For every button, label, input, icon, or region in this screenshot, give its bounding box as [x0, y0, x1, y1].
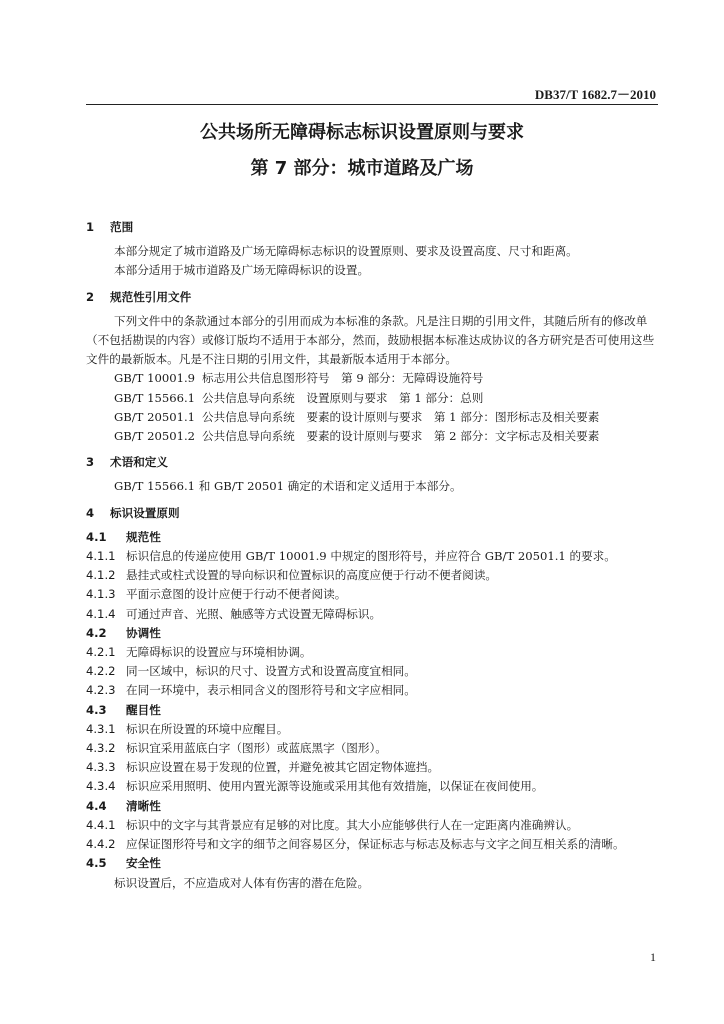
paragraph: 下列文件中的条款通过本部分的引用而成为本标准的条款。凡是注日期的引用文件，其随后所有的修改单（不包括勘误的内容）或修订版均不适用于本部分，然而，鼓励根据本标准达成协议的各方研究是否可使用这些文件的最新版本。凡是不注日期的引用文件，其最新版本适用于本部分。 [86, 313, 655, 367]
clause-number: 4.3.2 [86, 741, 116, 756]
header-rule [86, 104, 658, 105]
clause-text: 标识应设置在易于发现的位置，并避免被其它固定物体遮挡。 [126, 760, 440, 775]
section-1-heading [86, 218, 658, 237]
reference-title: 公共信息导向系统 要素的设计原则与要求 第 1 部分：图形标志及相关要素 [202, 409, 600, 424]
reference-title: 标志用公共信息图形符号 第 9 部分：无障碍设施符号 [202, 371, 484, 386]
reference-code: GB/T 20501.1 [114, 409, 196, 424]
clause-text: 标识信息的传递应使用 GB/T 10001.9 中规定的图形符号，并应符合 GB/T 20501.1 的要求。 [126, 549, 616, 564]
clause-number: 4.3 [86, 702, 107, 717]
clause-text: 无障碍标识的设置应与环境相协调。 [126, 645, 312, 660]
reference-code: GB/T 15566.1 [114, 390, 196, 405]
clause-heading [86, 528, 658, 547]
clause-item [86, 547, 658, 566]
clause-item [86, 585, 658, 604]
clause-number: 4.1.4 [86, 606, 116, 621]
clause-item [86, 835, 658, 854]
clause-number: 4.2.2 [86, 664, 116, 679]
reference-item [86, 389, 658, 408]
clause-number: 4.2.3 [86, 683, 116, 698]
clause-text: 在同一环境中，表示相同含义的图形符号和文字应相同。 [126, 683, 416, 698]
clause-text: 应保证图形符号和文字的细节之间容易区分，保证标志与标志及标志与文字之间互相关系的清晰。 [126, 837, 625, 852]
clause-item [86, 605, 658, 624]
section-3-heading [86, 453, 658, 472]
clause-item [86, 566, 658, 585]
document-subtitle: 第 7 部分：城市道路及广场 [250, 158, 474, 179]
clause-number: 4.2.1 [86, 645, 116, 660]
paragraph: 本部分适用于城市道路及广场无障碍标识的设置。 [114, 263, 370, 278]
clause-title: 安全性 [126, 856, 161, 871]
clause-text: 可通过声音、光照、触感等方式设置无障碍标识。 [126, 606, 382, 621]
clause-title: 协调性 [126, 625, 161, 640]
clause-title: 规范性 [126, 529, 161, 544]
page-number: 1 [650, 950, 656, 964]
clause-text: 同一区域中，标识的尺寸、设置方式和设置高度宜相同。 [126, 664, 416, 679]
section-title: 规范性引用文件 [110, 289, 192, 304]
section-title: 术语和定义 [110, 455, 168, 470]
section-2-heading [86, 288, 658, 307]
clause-number: 4.4.1 [86, 817, 116, 832]
clause-title: 清晰性 [126, 798, 161, 813]
paragraph: 标识设置后，不应造成对人体有伤害的潜在危险。 [114, 875, 370, 890]
clause-number: 4.1.1 [86, 549, 116, 564]
clause-text: 标识在所设置的环境中应醒目。 [126, 721, 289, 736]
section-number: 1 [86, 220, 95, 234]
clause-number: 4.1.3 [86, 587, 116, 602]
section-number: 2 [86, 289, 95, 304]
clause-item [86, 816, 658, 835]
paragraph: GB/T 15566.1 和 GB/T 20501 确定的术语和定义适用于本部分。 [114, 479, 462, 494]
clause-number: 4.2 [86, 625, 107, 640]
clause-number: 4.1.2 [86, 568, 116, 583]
reference-code: GB/T 20501.2 [114, 429, 196, 444]
clause-number: 4.4 [86, 798, 107, 813]
reference-item [86, 369, 658, 388]
section-number: 3 [86, 455, 95, 470]
reference-title: 公共信息导向系统 设置原则与要求 第 1 部分：总则 [202, 390, 484, 405]
clause-item [86, 643, 658, 662]
reference-item [86, 427, 658, 446]
clause-item [86, 681, 658, 700]
clause-text: 标识应采用照明、使用内置光源等设施或采用其他有效措施，以保证在夜间使用。 [126, 779, 544, 794]
clause-number: 4.5 [86, 856, 107, 871]
document-body [86, 218, 658, 893]
clause-item [86, 739, 658, 758]
clause-item [86, 758, 658, 777]
paragraph: 本部分规定了城市道路及广场无障碍标志标识的设置原则、要求及设置高度、尺寸和距离。 [114, 244, 578, 259]
clause-number: 4.3.1 [86, 721, 116, 736]
clause-item [86, 662, 658, 681]
clause-text: 悬挂式或柱式设置的导向标识和位置标识的高度应便于行动不便者阅读。 [126, 568, 498, 583]
clause-text: 标识宜采用蓝底白字（图形）或蓝底黑字（图形）。 [126, 741, 387, 756]
clause-number: 4.3.3 [86, 760, 116, 775]
reference-title: 公共信息导向系统 要素的设计原则与要求 第 2 部分：文字标志及相关要素 [202, 429, 600, 444]
clause-heading [86, 624, 658, 643]
section-title: 标识设置原则 [110, 505, 180, 520]
clause-item [86, 720, 658, 739]
clause-item [86, 777, 658, 796]
document-title: 公共场所无障碍标志标识设置原则与要求 [200, 122, 524, 143]
clause-heading [86, 854, 658, 873]
clause-title: 醒目性 [126, 702, 161, 717]
section-number: 4 [86, 505, 95, 520]
section-4-heading [86, 504, 658, 523]
clause-heading [86, 701, 658, 720]
section-title: 范围 [110, 220, 134, 234]
clause-number: 4.4.2 [86, 837, 116, 852]
clause-number: 4.1 [86, 529, 107, 544]
reference-item [86, 408, 658, 427]
clause-text: 平面示意图的设计应便于行动不便者阅读。 [126, 587, 347, 602]
clause-text: 标识中的文字与其背景应有足够的对比度。其大小应能够供行人在一定距离内准确辨认。 [126, 817, 579, 832]
standard-code: DB37/T 1682.7－2010 [534, 87, 656, 102]
clause-heading [86, 797, 658, 816]
clause-number: 4.3.4 [86, 779, 116, 794]
reference-code: GB/T 10001.9 [114, 371, 196, 386]
